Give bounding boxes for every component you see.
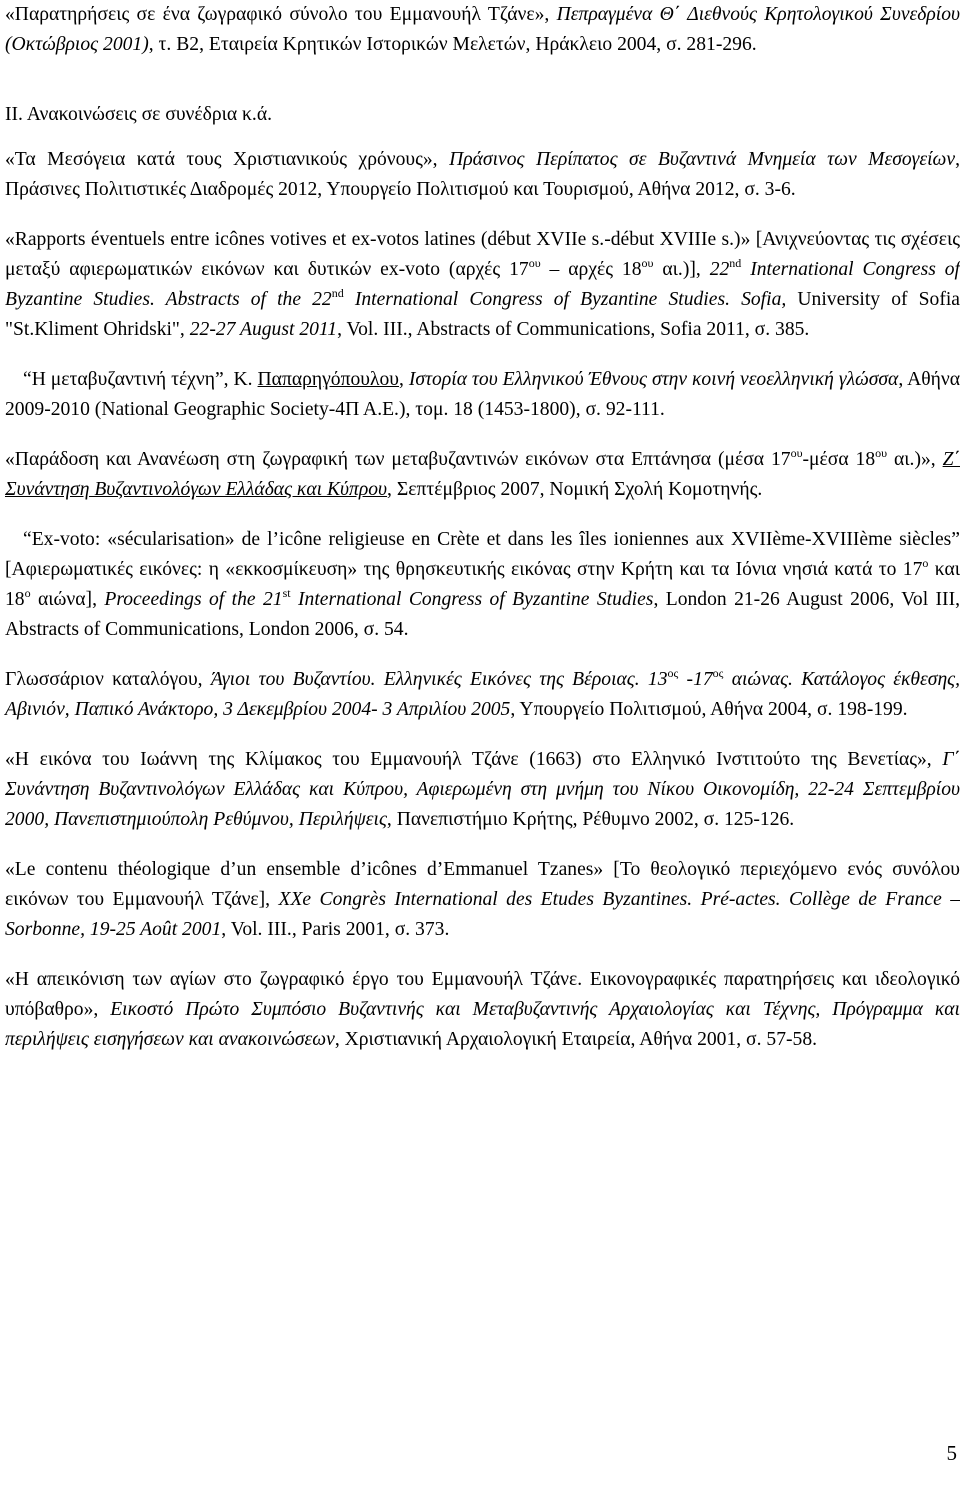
superscript: ου	[528, 256, 541, 270]
entry-title: 22	[709, 259, 730, 280]
bibliography-entry-continued	[5, 0, 960, 60]
entry-text: «Η απεικόνιση των αγίων στο ζωγραφικό έργο του Εμμανουήλ Τζάνε. Εικονογραφικές παρατηρήσεις και ιδεολογικό υπόβαθρο»,	[5, 969, 960, 1020]
entry-title: International Congress of Byzantine Studies. Sofia,	[343, 289, 798, 310]
author-name: Παπαρηγόπουλου	[257, 369, 399, 390]
entry-text: «Τα Μεσόγεια κατά τους Χριστιανικούς χρόνους»,	[5, 149, 450, 170]
bibliography-entry	[5, 225, 960, 345]
bibliography-entry	[5, 365, 960, 425]
superscript: ος	[667, 666, 679, 680]
superscript: nd	[729, 256, 742, 270]
entry-text: «Rapports éventuels entre icônes votives et ex-votos latines (début XVIIe s.-début XVIIIe s.)» [Ανιχνεύοντας τις σχέσεις μεταξύ αφιερωματικών εικόνων και δυτικών ex-voto (αρχές 17	[5, 229, 960, 280]
entry-text: , Χριστιανική Αρχαιολογική Εταιρεία, Αθήνα 2001, σ. 57-58.	[334, 1029, 818, 1050]
entry-text: αι.)»,	[887, 449, 943, 470]
entry-text: αιώνα],	[30, 589, 105, 610]
entry-text: “Ex-voto: «sécularisation» de l’icône religieuse en Crète et dans les îles ioniennes aux XVIIème-XVIIIème siècles” [Αφιερωματικές εικόνες: η «εκκοσμίκευση» της θρησκευτικής εικόνας στην Κρήτη και τα Ιόνια νησιά κατά το 17	[5, 529, 960, 580]
entry-text: Γλωσσάριον καταλόγου,	[5, 669, 211, 690]
entry-text: , Σεπτέμβριος 2007, Νομική Σχολή Κομοτηνής.	[387, 479, 763, 500]
entry-title: Ζ΄ Συνάντηση Βυζαντινολόγων Ελλάδας και Κύπρου	[5, 449, 960, 500]
entry-text: , Vol. III., Abstracts of Communications, Sofia 2011, σ. 385.	[337, 319, 810, 340]
entry-text: αι.)],	[653, 259, 710, 280]
bibliography-entry	[5, 745, 960, 835]
bibliography-entry	[5, 665, 960, 725]
entry-title: Ιστορία του Ελληνικού Έθνους στην κοινή νεοελληνική γλώσσα	[408, 369, 899, 390]
superscript: ο	[922, 556, 929, 570]
section-heading: ΙΙ. Ανακοινώσεις σε συνέδρια κ.ά.	[5, 104, 272, 125]
entry-text: University of Sofia "St.Kliment Ohridski",	[5, 289, 960, 340]
entry-text: «Η εικόνα του Ιωάννη της Κλίμακος του Εμμανουήλ Τζάνε (1663) στο Ελληνικό Ινστιτούτο της Βενετίας»,	[5, 749, 943, 770]
entry-text: -μέσα 18	[802, 449, 876, 470]
superscript: nd	[331, 286, 344, 300]
entry-title: Γ΄ Συνάντηση Βυζαντινολόγων Ελλάδας και Κύπρου, Αφιερωμένη στη μνήμη του Νίκου Οικονομίδη, 22-24 Σεπτεμβρίου 2000, Πανεπιστημιούπολη Ρεθύμνου, Περιλήψεις	[5, 749, 960, 830]
bibliography-entry	[5, 145, 960, 205]
superscript: ος	[712, 666, 724, 680]
superscript: ου	[790, 446, 803, 460]
entry-title: International Congress of Byzantine Studies	[290, 589, 654, 610]
bibliography-entry	[5, 525, 960, 645]
entry-text: , Αθήνα 2009-2010 (National Geographic Society-4Π Α.Ε.), τομ. 18 (1453-1800), σ. 92-111.	[5, 369, 960, 420]
entry-text: «Παράδοση και Ανανέωση στη ζωγραφική των μεταβυζαντινών εικόνων στα Επτάνησα (μέσα 17	[5, 449, 791, 470]
entry-text: ,	[398, 369, 409, 390]
superscript: ου	[641, 256, 654, 270]
bibliography-entry	[5, 445, 960, 505]
entry-title: International Congress of Byzantine Studies. Abstracts of the 22	[5, 259, 960, 310]
entry-text: , Vol. III., Paris 2001, σ. 373.	[221, 919, 450, 940]
entry-text: και 18	[5, 559, 960, 610]
document-page	[5, 0, 960, 1075]
entry-title: Άγιοι του Βυζαντίου. Ελληνικές Εικόνες της Βέροιας. 13	[210, 669, 668, 690]
bibliography-entry	[5, 855, 960, 945]
entry-title: Πράσινος Περίπατος σε Βυζαντινά Μνημεία των Μεσογείων	[449, 149, 956, 170]
entry-text: , τ. Β2, Εταιρεία Κρητικών Ιστορικών Μελετών, Ηράκλειο 2004, σ. 281-296.	[148, 34, 757, 55]
entry-text: , Πράσινες Πολιτιστικές Διαδρομές 2012, Υπουργείο Πολιτισμού και Τουρισμού, Αθήνα 2012, σ. 3-6.	[5, 149, 960, 200]
bibliography-entry	[5, 965, 960, 1055]
entry-text: “Η μεταβυζαντινή τέχνη”, Κ.	[23, 369, 258, 390]
entry-text: , Πανεπιστήμιο Κρήτης, Ρέθυμνο 2002, σ. 125-126.	[386, 809, 795, 830]
entry-text: , Υπουργείο Πολιτισμού, Αθήνα 2004, σ. 198-199.	[510, 699, 908, 720]
entry-title: XXe Congrès International des Etudes Byzantines. Pré-actes. Collège de France – Sorbonne, 19-25 Août 2001	[5, 889, 960, 940]
page-number: 5	[946, 1441, 957, 1465]
entry-text: – αρχές 18	[540, 259, 642, 280]
superscript: ο	[24, 586, 31, 600]
entry-title: Πεπραγμένα Θ΄ Διεθνούς Κρητολογικού Συνεδρίου (Οκτώβριος 2001)	[5, 4, 960, 55]
entry-text: «Παρατηρήσεις σε ένα ζωγραφικό σύνολο του Εμμανουήλ Τζάνε»,	[5, 4, 557, 25]
entry-text: , London 21-26 August 2006, Vol III, Abstracts of Communications, London 2006, σ. 54.	[5, 589, 960, 640]
superscript: ου	[875, 446, 888, 460]
entry-title: Proceedings of the 21	[104, 589, 283, 610]
entry-text: «Le contenu théologique d’un ensemble d’icônes d’Emmanuel Tzanes» [Το θεολογικό περιεχόμενο ενός συνόλου εικόνων του Εμμανουήλ Τζάνε],	[5, 859, 960, 910]
entry-title: αιώνας. Κατάλογος έκθεσης, Αβινιόν, Παπικό Ανάκτορο, 3 Δεκεμβρίου 2004- 3 Απριλίου 2005	[5, 669, 960, 720]
entry-title: -17	[678, 669, 713, 690]
entry-title: Εικοστό Πρώτο Συμπόσιο Βυζαντινής και Μεταβυζαντινής Αρχαιολογίας και Τέχνης, Πρόγραμμα και περιλήψεις εισηγήσεων και ανακοινώσεων	[5, 999, 960, 1050]
superscript: st	[282, 586, 291, 600]
entry-title: 22-27 August 2011	[189, 319, 338, 340]
